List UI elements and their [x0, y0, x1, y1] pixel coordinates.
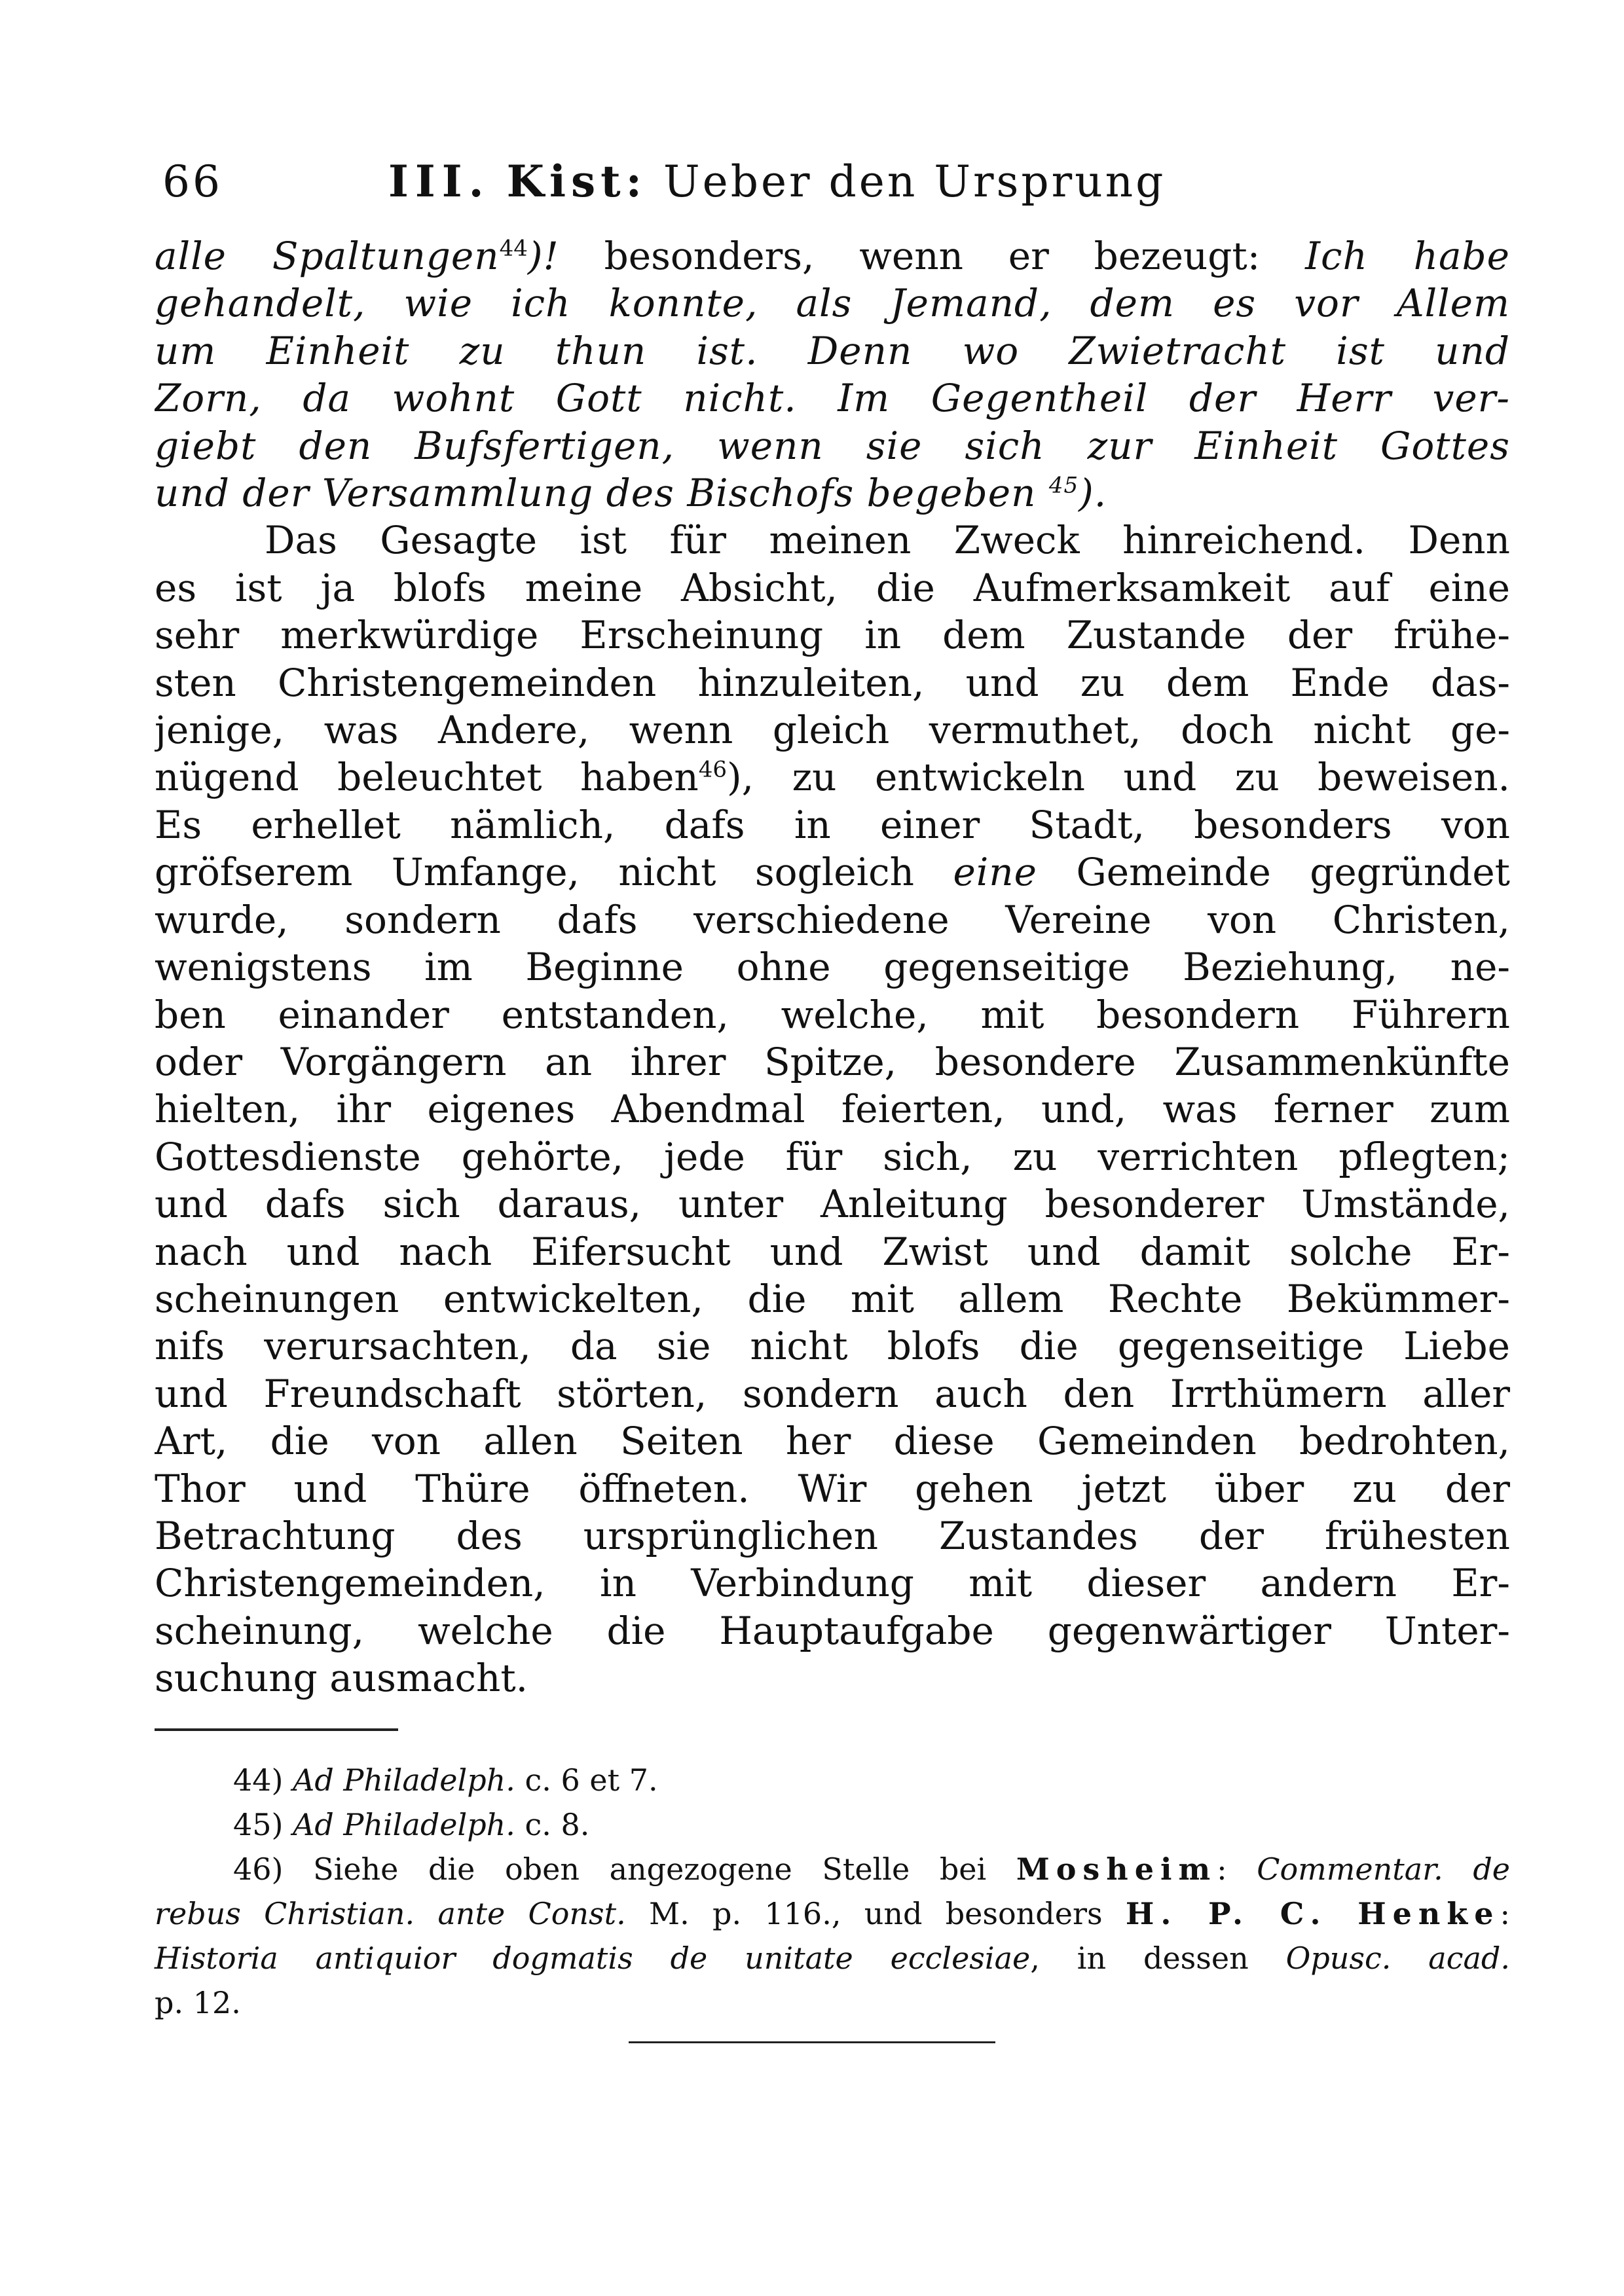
text-line: und der Versammlung des Bischofs begeben $^{45}$). [155, 471, 1107, 516]
footnote-ref-44: 44 [499, 235, 528, 262]
text-line: und dafs sich daraus, unter Anleitung besonderer Umstände, [155, 1182, 1510, 1227]
text-line: nügend beleuchtet haben$^{46}$), zu entwickeln und zu beweisen. [155, 755, 1510, 800]
footnote-46-cont: rebus Christian. ante Const. M. p. 116., und besonders H. P. C. Henke: [155, 1896, 1511, 1931]
footnote-separator [155, 1728, 398, 1731]
text-line: wurde, sondern dafs verschiedene Vereine von Christen, [155, 897, 1510, 942]
text-line: Zorn, da wohnt Gott nicht. Im Gegentheil der Herr ver- [155, 376, 1510, 421]
header-author: Kist: [506, 156, 648, 207]
footnotes [155, 1758, 1510, 2025]
text-line: Gottesdienste gehörte, jede für sich, zu verrichten pflegten; [155, 1134, 1510, 1179]
footnote-46: 46) Siehe die oben angezogene Stelle bei Mosheim: Commentar. de [233, 1851, 1511, 1887]
text-line: Es erhellet nämlich, dafs in einer Stadt, besonders von [155, 802, 1510, 847]
page-number: 66 [162, 156, 223, 207]
text-line: scheinung, welche die Hauptaufgabe gegenwärtiger Unter- [155, 1608, 1510, 1653]
text-line: giebt den Bufsfertigen, wenn sie sich zur Einheit Gottes [155, 423, 1510, 468]
body-text [155, 232, 1510, 1702]
text-line: und Freundschaft störten, sondern auch den Irrthümern aller [155, 1371, 1510, 1416]
text-line: alle Spaltungen$^{44}$)! besonders, wenn er bezeugt: Ich habe [155, 234, 1510, 278]
text-line: Das Gesagte ist für meinen Zweck hinreichend. Denn [265, 518, 1510, 563]
footnote-46-cont: Historia antiquior dogmatis de unitate ecclesiae, in dessen Opusc. acad. [155, 1941, 1510, 1976]
header-title: Ueber den Ursprung [663, 156, 1166, 207]
footnote-44: 44) Ad Philadelph. c. 6 et 7. [233, 1762, 658, 1798]
text-line: wenigstens im Beginne ohne gegenseitige Beziehung, ne- [155, 945, 1510, 990]
text-line: Art, die von allen Seiten her diese Gemeinden bedrohten, [155, 1419, 1510, 1464]
text-line: gröfserem Umfange, nicht sogleich eine Gemeinde gegründet [155, 850, 1510, 895]
text-line: Christengemeinden, in Verbindung mit dieser andern Er- [155, 1561, 1510, 1606]
text-line: scheinungen entwickelten, die mit allem Rechte Bekümmer- [155, 1276, 1510, 1321]
text-line: sehr merkwürdige Erscheinung in dem Zustande der frühe- [155, 613, 1510, 658]
footnote-45: 45) Ad Philadelph. c. 8. [233, 1807, 590, 1842]
text-line: nifs verursachten, da sie nicht blofs die gegenseitige Liebe [155, 1324, 1510, 1369]
footnote-46-cont: p. 12. [155, 1985, 241, 2020]
text-line: jenige, was Andere, wenn gleich vermuthet, doch nicht ge- [155, 708, 1510, 753]
footnote-ref-45: 45 [1048, 472, 1079, 499]
text-line: suchung ausmacht. [155, 1656, 528, 1701]
text-line: es ist ja blofs meine Absicht, die Aufmerksamkeit auf eine [155, 565, 1510, 610]
section-number: III. [388, 156, 490, 207]
end-rule [629, 2041, 995, 2043]
text-line: hielten, ihr eigenes Abendmal feierten, und, was ferner zum [155, 1087, 1510, 1132]
running-header [162, 156, 1256, 207]
text-line: nach und nach Eifersucht und Zwist und damit solche Er- [155, 1229, 1510, 1274]
text-line: gehandelt, wie ich konnte, als Jemand, dem es vor Allem [155, 281, 1510, 326]
text-line: Betrachtung des ursprünglichen Zustandes der frühesten [155, 1513, 1510, 1558]
text-line: sten Christengemeinden hinzuleiten, und zu dem Ende das- [155, 660, 1510, 705]
text-line: ben einander entstanden, welche, mit besondern Führern [155, 992, 1510, 1037]
text-line: Thor und Thüre öffneten. Wir gehen jetzt über zu der [155, 1466, 1510, 1511]
footnote-ref-46: 46 [698, 757, 728, 784]
text-line: oder Vorgängern an ihrer Spitze, besondere Zusammenkünfte [155, 1039, 1510, 1084]
text-line: um Einheit zu thun ist. Denn wo Zwietracht ist und [155, 328, 1510, 373]
